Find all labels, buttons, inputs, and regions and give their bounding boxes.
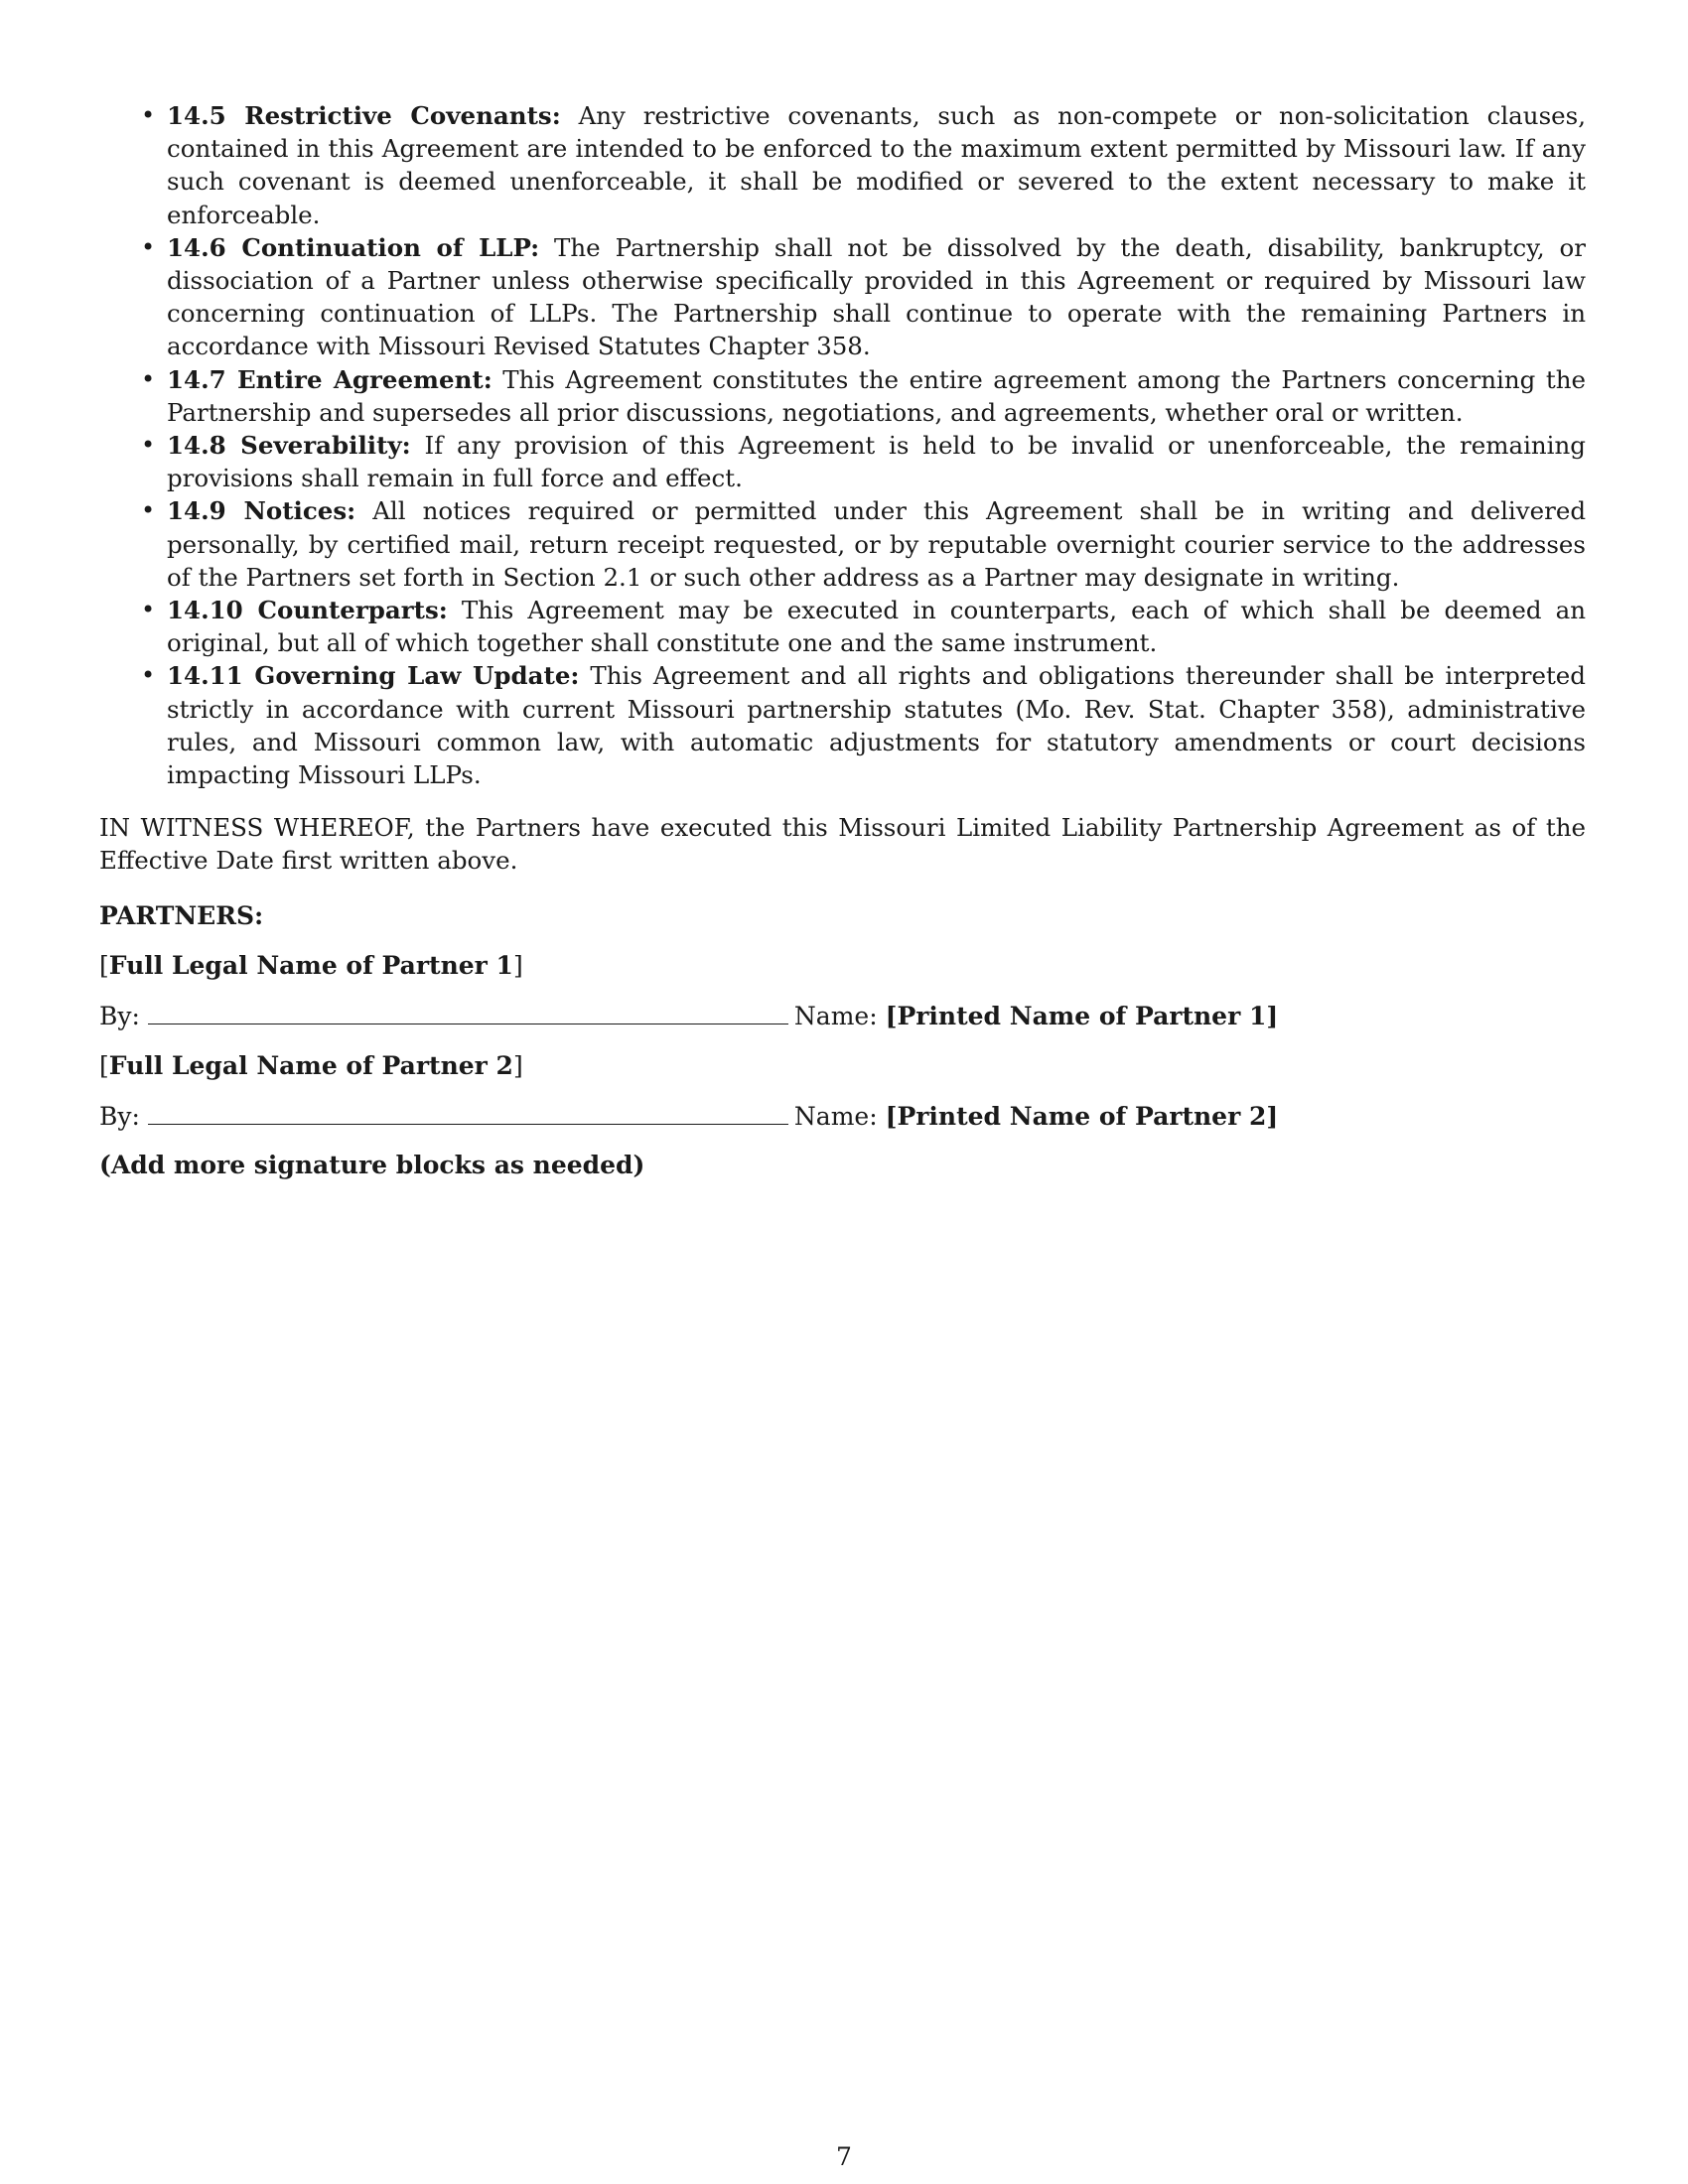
clause-text: If any provision of this Agreement is held to be invalid or unenforceable, the remaining provisions shall remain in full force and effect.: [167, 431, 1586, 493]
signature-line: [99, 998, 1586, 1033]
witness-paragraph: IN WITNESS WHEREOF, the Partners have executed this Missouri Limited Liability Partnership Agreement as of the Effective Date first written above.: [99, 813, 1586, 876]
clause-item: [99, 429, 1586, 494]
add-more-note: (Add more signature blocks as needed): [99, 1150, 645, 1179]
clause-item: [99, 594, 1586, 659]
clause-text: Any restrictive covenants, such as non-compete or non-solicitation clauses, contained in this Agreement are intended to be enforced to the maximum extent permitted by Missouri law. If any such covenant is deemed unenforceable, it shall be modified or severed to the extent necessary to make it enforceable.: [167, 101, 1586, 229]
clause-title: 14.6 Continuation of LLP:: [167, 232, 540, 262]
by-label: By:: [99, 1001, 140, 1030]
open-bracket: [: [99, 1050, 109, 1080]
printed-name-text: Printed Name of Partner 2: [897, 1101, 1267, 1131]
clause-item: [99, 659, 1586, 791]
clause-text: All notices required or permitted under this Agreement shall be in writing and delivered personally, by certified mail, return receipt requested, or by reputable overnight courier service to the addresses of the Partners set forth in Section 2.1 or such other address as a Partner may designate in writing.: [167, 496, 1587, 592]
signature-blank[interactable]: [148, 998, 788, 1024]
name-label: Name:: [793, 1101, 878, 1131]
name-label: Name:: [793, 1001, 878, 1030]
bullet-icon: •: [141, 232, 156, 261]
clause-text: This Agreement may be executed in counterparts, each of which shall be deemed an original, but all of which together shall constitute one and the same instrument.: [167, 596, 1586, 658]
partners-heading: PARTNERS:: [99, 900, 264, 930]
signature-line: [99, 1098, 1586, 1134]
clause-item: [99, 363, 1586, 429]
clause-title: 14.10 Counterparts:: [167, 596, 448, 625]
bullet-icon: •: [141, 364, 156, 393]
printed-name: [Printed Name of Partner 2]: [885, 1101, 1279, 1131]
clause-list: [99, 99, 1586, 791]
bullet-icon: •: [141, 661, 156, 690]
clause-text: This Agreement and all rights and obligations thereunder shall be interpreted strictly in accordance with current Missouri partnership statutes (Mo. Rev. Stat. Chapter 358), administrative rules, and Missouri common law, with automatic adjustments for statutory amendments or court decisions impacting Missouri LLPs.: [167, 661, 1586, 790]
document-page: [99, 99, 1586, 1182]
clause-title: 14.11 Governing Law Update:: [167, 661, 580, 691]
bullet-icon: •: [141, 496, 156, 525]
clause-item: [99, 494, 1586, 594]
open-bracket: [: [99, 950, 109, 980]
close-bracket: ]: [512, 1050, 523, 1080]
clause-text: This Agreement constitutes the entire agreement among the Partners concerning the Partnership and supersedes all prior discussions, negotiations, and agreements, whether oral or written.: [167, 364, 1586, 427]
printed-name: [Printed Name of Partner 1]: [885, 1001, 1279, 1030]
signature-blank[interactable]: [148, 1098, 788, 1125]
bullet-icon: •: [141, 101, 156, 129]
clause-title: 14.5 Restrictive Covenants:: [167, 101, 561, 130]
clause-title: 14.9 Notices:: [167, 496, 356, 526]
page-number: 7: [836, 2142, 852, 2171]
partner-legal-name-text: Full Legal Name of Partner 1: [108, 950, 513, 980]
clause-item: [99, 231, 1586, 363]
by-label: By:: [99, 1101, 140, 1131]
printed-name-text: Printed Name of Partner 1: [897, 1001, 1267, 1030]
bullet-icon: •: [141, 596, 156, 624]
close-bracket: ]: [512, 950, 523, 980]
clause-title: 14.8 Severability:: [167, 431, 411, 461]
bullet-icon: •: [141, 431, 156, 460]
partner-legal-name: [99, 949, 1586, 983]
clause-title: 14.7 Entire Agreement:: [167, 364, 492, 394]
partner-legal-name: [99, 1049, 1586, 1083]
partner-legal-name-text: Full Legal Name of Partner 2: [108, 1050, 513, 1080]
clause-text: The Partnership shall not be dissolved by the death, disability, bankruptcy, or dissociation of a Partner unless otherwise specifically provided in this Agreement or required by Missouri law concerning continuation of LLPs. The Partnership shall continue to operate with the remaining Partners in accordance with Missouri Revised Statutes Chapter 358.: [167, 232, 1586, 361]
clause-item: [99, 99, 1586, 231]
